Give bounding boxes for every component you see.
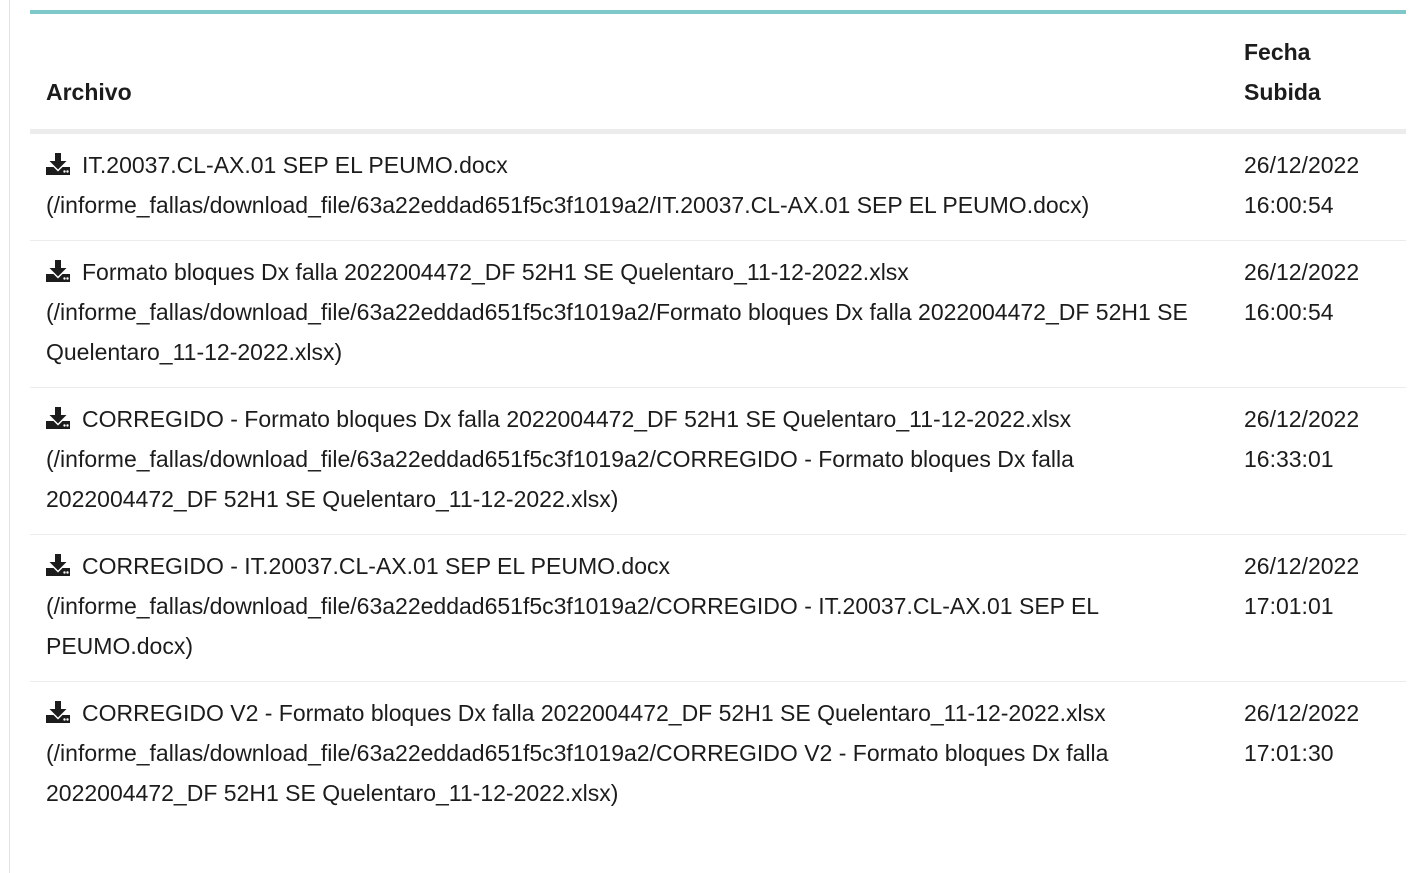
- file-name[interactable]: CORREGIDO - Formato bloques Dx falla 2022004472_DF 52H1 SE Quelentaro_11-12-2022.xlsx: [82, 406, 1072, 432]
- upload-time: 16:33:01: [1244, 446, 1334, 472]
- file-name[interactable]: CORREGIDO - IT.20037.CL-AX.01 SEP EL PEUMO.docx: [82, 553, 670, 579]
- file-name[interactable]: IT.20037.CL-AX.01 SEP EL PEUMO.docx: [82, 152, 508, 178]
- upload-time: 16:00:54: [1244, 192, 1334, 218]
- table-row: [30, 535, 1406, 682]
- file-cell: [30, 535, 1228, 682]
- column-header-upload-date: [1228, 14, 1406, 132]
- files-table-body: [30, 132, 1406, 829]
- upload-time: 17:01:30: [1244, 740, 1334, 766]
- table-row: [30, 682, 1406, 829]
- file-path: (/informe_fallas/download_file/63a22eddad651f5c3f1019a2/CORREGIDO - Formato bloques Dx falla 2022004472_DF 52H1 SE Quelentaro_11-12-2022.xlsx): [46, 446, 1074, 512]
- download-link[interactable]: [46, 700, 1106, 726]
- download-icon[interactable]: [46, 554, 70, 576]
- column-header-file: [30, 14, 1228, 132]
- download-link[interactable]: [46, 259, 909, 285]
- table-row: [30, 241, 1406, 388]
- download-icon[interactable]: [46, 407, 70, 429]
- upload-date: 26/12/2022: [1244, 700, 1360, 726]
- table-row: [30, 388, 1406, 535]
- table-header-row: [30, 14, 1406, 132]
- column-header-file-label: Archivo: [46, 79, 132, 105]
- file-path: (/informe_fallas/download_file/63a22eddad651f5c3f1019a2/IT.20037.CL-AX.01 SEP EL PEUMO.docx): [46, 192, 1090, 218]
- upload-date: 26/12/2022: [1244, 553, 1360, 579]
- file-cell: [30, 682, 1228, 829]
- upload-date-cell: [1228, 535, 1406, 682]
- upload-date-cell: [1228, 132, 1406, 241]
- upload-time: 17:01:01: [1244, 593, 1334, 619]
- files-panel: [30, 10, 1406, 828]
- upload-time: 16:00:54: [1244, 299, 1334, 325]
- table-row: [30, 132, 1406, 241]
- file-name[interactable]: Formato bloques Dx falla 2022004472_DF 52H1 SE Quelentaro_11-12-2022.xlsx: [82, 259, 909, 285]
- upload-date: 26/12/2022: [1244, 406, 1360, 432]
- left-border: [9, 0, 10, 873]
- files-table: [30, 14, 1406, 828]
- download-icon[interactable]: [46, 701, 70, 723]
- download-link[interactable]: [46, 152, 508, 178]
- file-path: (/informe_fallas/download_file/63a22eddad651f5c3f1019a2/CORREGIDO - IT.20037.CL-AX.01 SEP EL PEUMO.docx): [46, 593, 1099, 659]
- upload-date: 26/12/2022: [1244, 152, 1360, 178]
- file-cell: [30, 241, 1228, 388]
- download-icon[interactable]: [46, 260, 70, 282]
- upload-date-cell: [1228, 682, 1406, 829]
- file-cell: [30, 132, 1228, 241]
- upload-date: 26/12/2022: [1244, 259, 1360, 285]
- file-path: (/informe_fallas/download_file/63a22eddad651f5c3f1019a2/Formato bloques Dx falla 2022004472_DF 52H1 SE Quelentaro_11-12-2022.xlsx): [46, 299, 1188, 365]
- upload-date-cell: [1228, 388, 1406, 535]
- upload-date-cell: [1228, 241, 1406, 388]
- download-icon[interactable]: [46, 153, 70, 175]
- download-link[interactable]: [46, 406, 1071, 432]
- column-header-date-line2: Subida: [1244, 79, 1321, 105]
- file-name[interactable]: CORREGIDO V2 - Formato bloques Dx falla 2022004472_DF 52H1 SE Quelentaro_11-12-2022.xlsx: [82, 700, 1106, 726]
- column-header-date-line1: Fecha: [1244, 39, 1311, 65]
- file-path: (/informe_fallas/download_file/63a22eddad651f5c3f1019a2/CORREGIDO V2 - Formato bloques Dx falla 2022004472_DF 52H1 SE Quelentaro_11-12-2022.xlsx): [46, 740, 1109, 806]
- file-cell: [30, 388, 1228, 535]
- download-link[interactable]: [46, 553, 670, 579]
